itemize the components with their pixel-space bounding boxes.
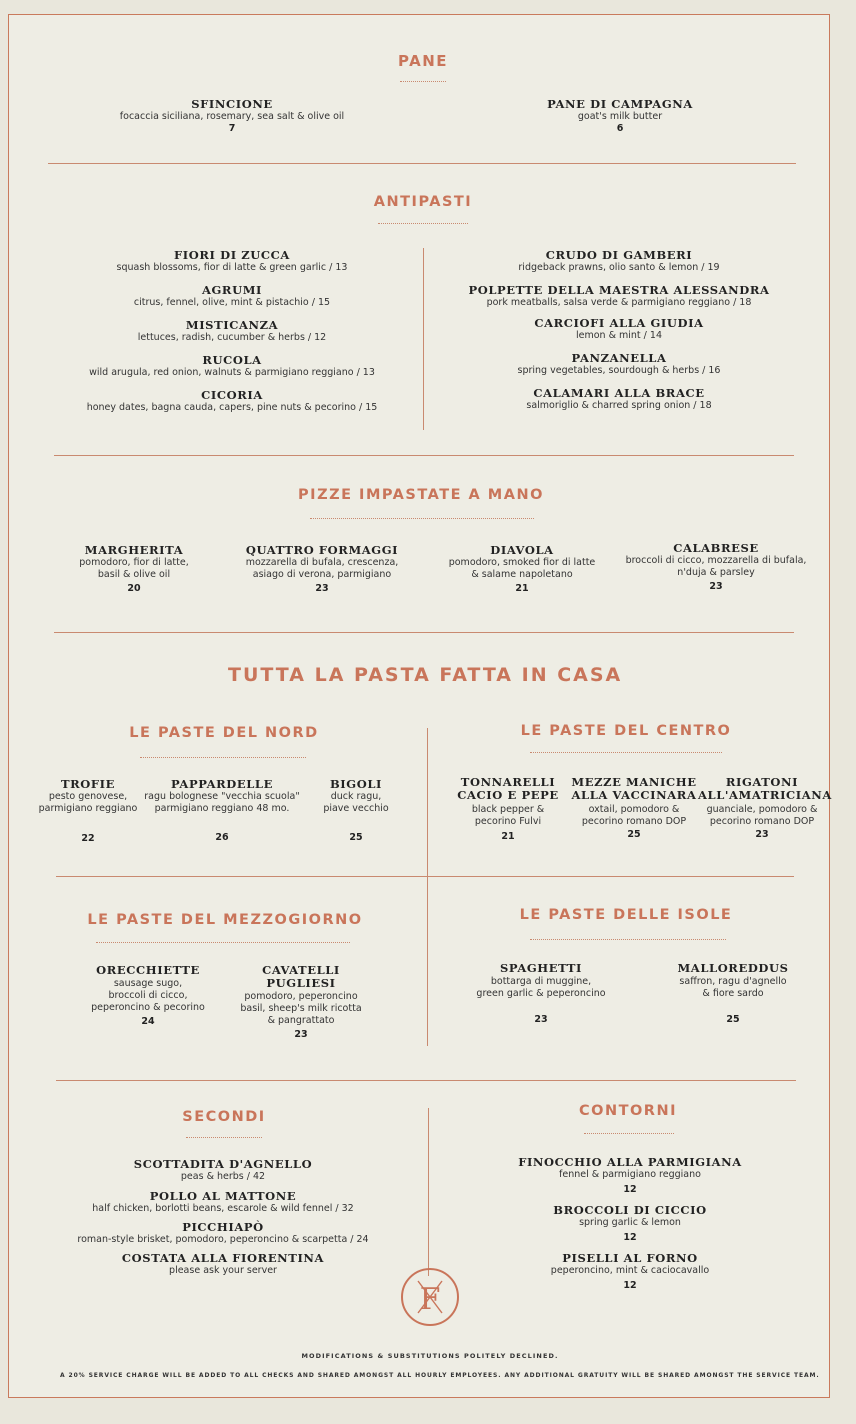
section-divider bbox=[48, 163, 796, 164]
menu-item bbox=[68, 1252, 378, 1283]
item-price: 23 bbox=[755, 829, 769, 840]
column-divider bbox=[427, 728, 428, 1046]
item-price: 23 bbox=[294, 1029, 308, 1040]
item-desc: broccoli di cicco, mozzarella di bufala, n'duja & parsley bbox=[625, 555, 807, 578]
item-price: 24 bbox=[141, 1016, 155, 1027]
item-price: 7 bbox=[228, 123, 236, 134]
item-desc: bottarga di muggine, green garlic & peperoncino bbox=[476, 976, 606, 999]
section-divider bbox=[56, 876, 794, 877]
item-name: POLPETTE DELLA MAESTRA ALESSANDRA bbox=[468, 283, 770, 297]
pasta-rigatoni bbox=[698, 775, 832, 828]
item-desc: please ask your server bbox=[169, 1265, 277, 1276]
item-name: MISTICANZA bbox=[185, 318, 279, 332]
item-name: CRUDO DI GAMBERI bbox=[545, 248, 693, 262]
item-name: FIORI DI ZUCCA bbox=[174, 248, 290, 262]
pasta-trofie bbox=[28, 778, 148, 815]
item-desc: pesto genovese, parmigiano reggiano bbox=[38, 791, 138, 814]
item-name: CARCIOFI ALLA GIUDIA bbox=[534, 316, 704, 330]
section-title-centro: LE PASTE DEL CENTRO bbox=[520, 723, 732, 739]
title-underline bbox=[530, 939, 726, 940]
item-desc: sausage sugo, broccoli di cicco, peperoncino & pecorino bbox=[91, 978, 205, 1013]
column-divider bbox=[423, 248, 424, 430]
item-desc: pomodoro, fior di latte, basil & olive oil bbox=[79, 557, 189, 580]
footer-note-modifications: MODIFICATIONS & SUBSTITUTIONS POLITELY DECLINED. bbox=[301, 1352, 559, 1360]
item-desc: peperoncino, mint & caciocavallo bbox=[550, 1265, 710, 1276]
title-underline bbox=[96, 942, 350, 943]
item-desc: goat's milk butter bbox=[577, 111, 663, 122]
item-price: 21 bbox=[501, 831, 515, 842]
item-name: SCOTTADITA D'AGNELLO bbox=[133, 1157, 313, 1171]
item-price: 22 bbox=[81, 833, 95, 844]
section-title-pane: PANE bbox=[397, 52, 449, 70]
section-title-pasta: TUTTA LA PASTA FATTA IN CASA bbox=[228, 664, 623, 686]
item-price: 25 bbox=[349, 832, 363, 843]
item-name: PAPPARDELLE bbox=[171, 777, 273, 791]
item-name: PISELLI AL FORNO bbox=[562, 1251, 698, 1265]
item-desc: guanciale, pomodoro & pecorino romano DOP bbox=[706, 804, 818, 827]
item-desc: saffron, ragu d'agnello & fiore sardo bbox=[679, 976, 787, 999]
item-name: PANZANELLA bbox=[571, 351, 667, 365]
item-price: 6 bbox=[616, 123, 624, 134]
menu-item bbox=[68, 1221, 378, 1252]
item-desc: lemon & mint / 14 bbox=[576, 330, 662, 341]
menu-item bbox=[438, 352, 800, 387]
item-desc: duck ragu, piave vecchio bbox=[323, 791, 389, 814]
item-price: 20 bbox=[127, 583, 141, 594]
section-title-mezzogiorno: LE PASTE DEL MEZZOGIORNO bbox=[87, 912, 363, 928]
item-price: 12 bbox=[623, 1232, 637, 1243]
menu-item bbox=[52, 284, 412, 319]
item-name: AGRUMI bbox=[201, 283, 263, 297]
menu-item bbox=[52, 354, 412, 389]
item-name: RUCOLA bbox=[202, 353, 262, 367]
menu-item bbox=[490, 1156, 770, 1204]
pasta-orecchiette bbox=[80, 964, 216, 1028]
pizza-quattro-formaggi bbox=[222, 544, 422, 595]
title-underline bbox=[530, 752, 722, 753]
contorni-column bbox=[490, 1156, 770, 1300]
item-name: COSTATA ALLA FIORENTINA bbox=[121, 1251, 325, 1265]
item-price: 23 bbox=[709, 581, 723, 592]
menu-item bbox=[68, 1158, 378, 1190]
item-desc: half chicken, borlotti beans, escarole & wild fennel / 32 bbox=[92, 1203, 354, 1214]
section-title-contorni: CONTORNI bbox=[578, 1103, 678, 1119]
item-desc: mozzarella di bufala, crescenza, asiago di verona, parmigiano bbox=[245, 557, 399, 580]
section-title-pizze: PIZZE IMPASTATE A MANO bbox=[298, 487, 544, 503]
item-name: MEZZE MANICHE ALLA VACCINARA bbox=[571, 775, 697, 802]
item-desc: ragu bolognese "vecchia scuola" parmigiano reggiano 48 mo. bbox=[144, 791, 300, 814]
item-price: 12 bbox=[623, 1184, 637, 1195]
menu-item bbox=[438, 249, 800, 284]
item-desc: focaccia siciliana, rosemary, sea salt & olive oil bbox=[119, 111, 345, 122]
pizza-margherita bbox=[54, 544, 214, 595]
pizza-calabrese bbox=[618, 542, 814, 593]
section-title-nord: LE PASTE DEL NORD bbox=[129, 725, 319, 741]
item-name: SPAGHETTI bbox=[500, 961, 582, 975]
menu-item bbox=[52, 249, 412, 284]
footer-note-service-charge: A 20% SERVICE CHARGE WILL BE ADDED TO ALL CHECKS AND SHARED AMONGST ALL HOURLY EMPLOYEES. ANY ADDITIONAL GRATUITY WILL BE SHARED AMONGST THE SERVICE TEAM. bbox=[60, 1372, 820, 1379]
item-name: PICCHIAPÒ bbox=[182, 1220, 264, 1234]
pasta-malloreddus bbox=[660, 962, 806, 1000]
item-desc: wild arugula, red onion, walnuts & parmigiano reggiano / 13 bbox=[89, 367, 375, 378]
menu-item bbox=[438, 317, 800, 352]
antipasti-left-column bbox=[52, 249, 412, 424]
item-name: CALABRESE bbox=[673, 541, 759, 555]
item-name: SFINCIONE bbox=[191, 97, 273, 111]
menu-item bbox=[52, 319, 412, 354]
item-name: QUATTRO FORMAGGI bbox=[245, 543, 399, 557]
section-divider bbox=[56, 1080, 796, 1081]
item-name: TROFIE bbox=[60, 777, 116, 791]
item-desc: spring vegetables, sourdough & herbs / 16 bbox=[517, 365, 721, 376]
antipasti-right-column bbox=[438, 249, 800, 422]
item-price: 21 bbox=[515, 583, 529, 594]
item-desc: pork meatballs, salsa verde & parmigiano reggiano / 18 bbox=[486, 297, 752, 308]
pasta-pappardelle bbox=[138, 778, 306, 815]
item-desc: ridgeback prawns, olio santo & lemon / 19 bbox=[518, 262, 720, 273]
item-desc: pomodoro, smoked fior di latte & salame napoletano bbox=[448, 557, 596, 580]
item-name: MARGHERITA bbox=[84, 543, 184, 557]
menu-item-pane-di-campagna bbox=[490, 98, 750, 135]
menu-item bbox=[490, 1204, 770, 1252]
pasta-bigoli bbox=[306, 778, 406, 815]
pasta-mezze-maniche bbox=[570, 776, 698, 828]
menu-item bbox=[52, 389, 412, 424]
section-title-isole: LE PASTE DELLE ISOLE bbox=[519, 907, 733, 923]
menu-item bbox=[438, 284, 800, 317]
title-underline bbox=[310, 518, 534, 519]
item-desc: salmoriglio & charred spring onion / 18 bbox=[526, 400, 712, 411]
item-desc: lettuces, radish, cucumber & herbs / 12 bbox=[137, 332, 327, 343]
item-desc: roman-style brisket, pomodoro, peperoncino & scarpetta / 24 bbox=[77, 1234, 369, 1245]
item-name: MALLOREDDUS bbox=[677, 961, 789, 975]
item-name: CALAMARI ALLA BRACE bbox=[533, 386, 705, 400]
item-price: 23 bbox=[315, 583, 329, 594]
section-divider bbox=[54, 632, 794, 633]
item-desc: spring garlic & lemon bbox=[579, 1217, 681, 1228]
item-name: CICORIA bbox=[201, 388, 263, 402]
pizza-diavola bbox=[430, 544, 614, 595]
menu-item bbox=[68, 1190, 378, 1221]
menu-item bbox=[438, 387, 800, 422]
title-underline bbox=[400, 81, 446, 82]
item-price: 23 bbox=[534, 1014, 548, 1025]
item-price: 25 bbox=[726, 1014, 740, 1025]
item-desc: squash blossoms, fior di latte & green garlic / 13 bbox=[116, 262, 348, 273]
restaurant-logo-icon bbox=[399, 1266, 461, 1328]
section-title-secondi: SECONDI bbox=[182, 1109, 266, 1125]
section-title-antipasti: ANTIPASTI bbox=[373, 194, 473, 210]
menu-item-sfincione bbox=[102, 98, 362, 135]
menu-item bbox=[490, 1252, 770, 1300]
title-underline bbox=[378, 223, 468, 224]
pasta-spaghetti bbox=[462, 962, 620, 1000]
item-name: BIGOLI bbox=[329, 777, 382, 791]
pasta-tonnarelli bbox=[450, 776, 566, 828]
logo-letter: F bbox=[419, 1282, 441, 1317]
item-name: RIGATONI ALL'AMATRICIANA bbox=[698, 775, 832, 802]
item-price: 12 bbox=[623, 1280, 637, 1291]
item-desc: fennel & parmigiano reggiano bbox=[559, 1169, 701, 1180]
item-desc: honey dates, bagna cauda, capers, pine nuts & pecorino / 15 bbox=[86, 402, 378, 413]
item-name: ORECCHIETTE bbox=[96, 963, 200, 977]
item-desc: pomodoro, peperoncino basil, sheep's milk ricotta & pangrattato bbox=[240, 991, 362, 1026]
item-desc: peas & herbs / 42 bbox=[180, 1171, 266, 1182]
column-divider bbox=[428, 1108, 429, 1276]
item-price: 25 bbox=[627, 829, 641, 840]
item-name: POLLO AL MATTONE bbox=[149, 1189, 297, 1203]
secondi-column bbox=[68, 1158, 378, 1283]
item-name: CAVATELLI PUGLIESI bbox=[262, 963, 340, 990]
item-name: BROCCOLI DI CICCIO bbox=[553, 1203, 707, 1217]
section-divider bbox=[54, 455, 794, 456]
item-desc: citrus, fennel, olive, mint & pistachio / 15 bbox=[133, 297, 331, 308]
title-underline bbox=[140, 757, 306, 758]
item-name: FINOCCHIO ALLA PARMIGIANA bbox=[518, 1155, 742, 1169]
item-price: 26 bbox=[215, 832, 229, 843]
title-underline bbox=[186, 1137, 262, 1138]
item-name: TONNARELLI CACIO E PEPE bbox=[457, 775, 559, 802]
item-desc: black pepper & pecorino Fulvi bbox=[471, 804, 545, 827]
item-name: PANE DI CAMPAGNA bbox=[547, 97, 693, 111]
title-underline bbox=[584, 1133, 674, 1134]
item-desc: oxtail, pomodoro & pecorino romano DOP bbox=[581, 804, 687, 827]
item-name: DIAVOLA bbox=[490, 543, 554, 557]
pasta-cavatelli bbox=[226, 964, 376, 1041]
